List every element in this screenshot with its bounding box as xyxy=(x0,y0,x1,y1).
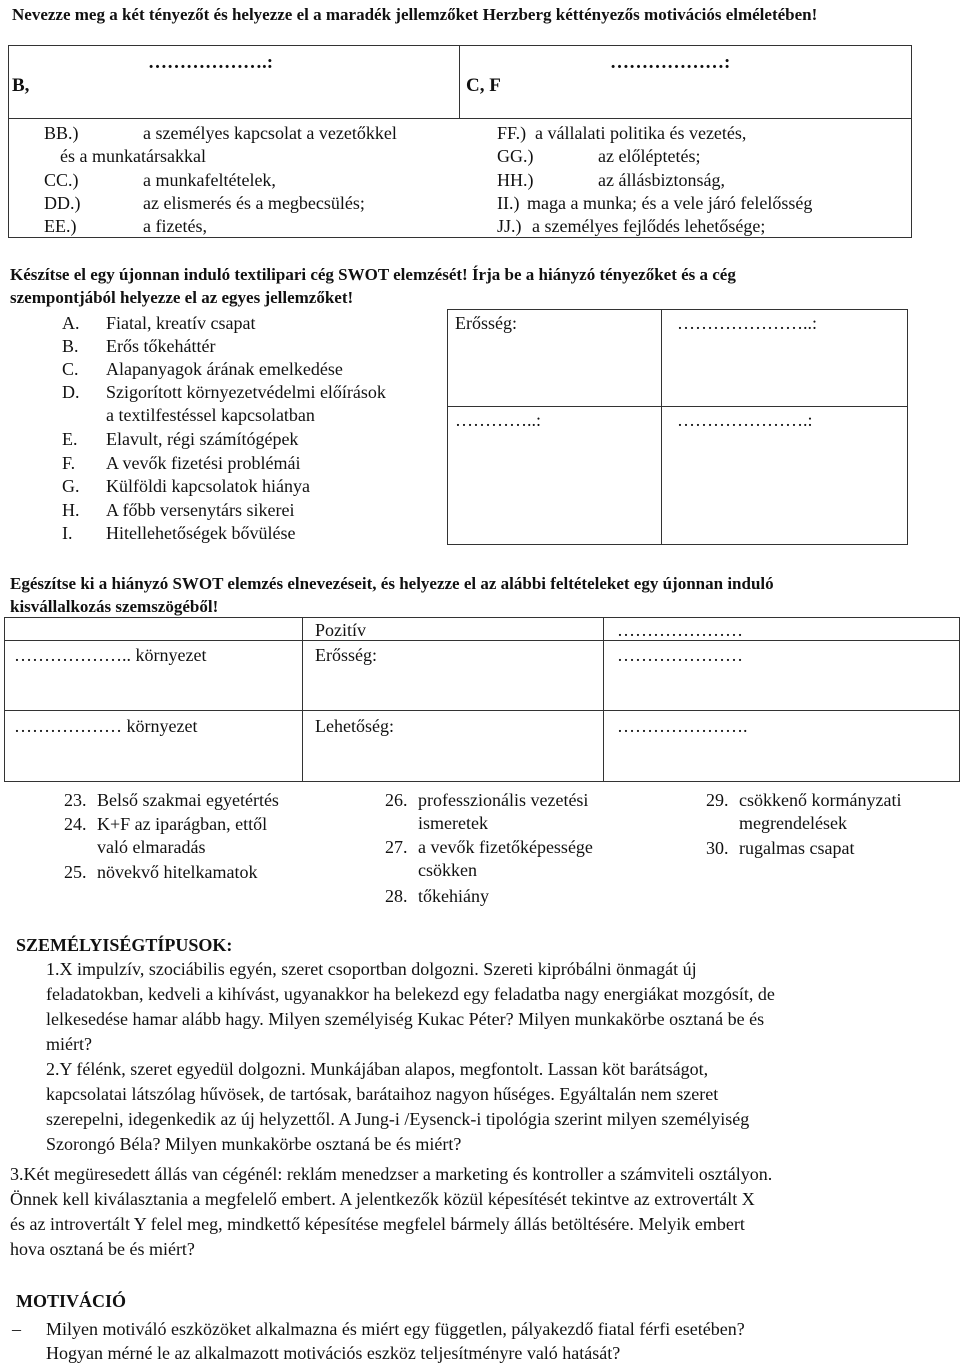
list-item-text-cont: ismeretek xyxy=(418,813,488,833)
herzberg-right-blank: ………………: xyxy=(610,52,731,73)
q3-title-line2: kisvállalkozás szemszögéből! xyxy=(10,597,219,616)
personality-p1-line: lelkesedése hamar alább hagy. Milyen személyiség Kukac Péter? Milyen munkakörbe osztaná be és xyxy=(46,1009,765,1029)
herzberg-right-code: JJ.) xyxy=(497,216,522,236)
swot-strength-label: Erősség: xyxy=(455,313,517,333)
swot-item-text: Erős tőkeháttér xyxy=(106,336,216,356)
herzberg-row-divider xyxy=(8,118,912,119)
personality-p2-line: 2.Y félénk, szeret egyedül dolgozni. Munkájában alapos, megfontolt. Lassan köt barátságot, xyxy=(46,1059,709,1079)
personality-p1-line: miért? xyxy=(46,1034,92,1054)
list-item-text: rugalmas csapat xyxy=(739,838,855,858)
personality-p3-line: és az introvertált Y felel meg, mindkettő képesítése megfelel bármely állás betöltésére. Melyik embert xyxy=(10,1214,745,1234)
herzberg-right-code: II.) xyxy=(497,193,520,213)
swot-grid-vdivider-2 xyxy=(603,617,604,782)
list-item-number: 23. xyxy=(64,790,87,810)
swot-item-text: A főbb versenytárs sikerei xyxy=(106,500,295,520)
swot-item-text: A vevők fizetési problémái xyxy=(106,453,301,473)
swot-item-text: Hitellehetőségek bővülése xyxy=(106,523,296,543)
list-item-text: tőkehiány xyxy=(418,886,489,906)
personality-p3-line: Önnek kell kiválasztania a megfelelő embert. A jelentkezők közül képesítését tekintve az extrovertált X xyxy=(10,1189,755,1209)
herzberg-right-text: az állásbiztonság, xyxy=(598,170,725,190)
swot-item-letter: G. xyxy=(62,476,80,496)
q2-title-line2: szempontjából helyezze el az egyes jellemzőket! xyxy=(10,288,354,307)
swot-blank-row2-right: …………………. xyxy=(617,716,748,736)
swot-item-letter: B. xyxy=(62,336,79,356)
list-item-text: Belső szakmai egyetértés xyxy=(97,790,279,810)
swot-item-text: Elavult, régi számítógépek xyxy=(106,429,299,449)
swot-item-letter: D. xyxy=(62,382,80,402)
swot-item-letter: F. xyxy=(62,453,76,473)
herzberg-left-text: a személyes kapcsolat a vezetőkkel xyxy=(143,123,397,143)
herzberg-left-blank: ……………….: xyxy=(148,52,274,73)
swot-item-letter: I. xyxy=(62,523,73,543)
motivation-heading: MOTIVÁCIÓ xyxy=(16,1291,127,1311)
swot-grid xyxy=(4,617,960,782)
swot-item-text: Alapanyagok árának emelkedése xyxy=(106,359,343,379)
swot-item-letter: A. xyxy=(62,313,80,333)
swot-item-text: Külföldi kapcsolatok hiánya xyxy=(106,476,310,496)
personality-heading: SZEMÉLYISÉGTÍPUSOK: xyxy=(16,935,233,955)
swot-item-letter: C. xyxy=(62,359,79,379)
list-item-number: 25. xyxy=(64,862,87,882)
swot-positive-label: Pozitív xyxy=(315,620,367,640)
swot-item-text: Szigorított környezetvédelmi előírások xyxy=(106,382,386,402)
herzberg-right-text: az előléptetés; xyxy=(598,146,701,166)
swot-matrix-vdivider xyxy=(661,309,662,545)
list-item-text-cont: való elmaradás xyxy=(97,837,206,857)
list-item-text-cont: megrendelések xyxy=(739,813,847,833)
herzberg-right-code: HH.) xyxy=(497,170,534,190)
swot-item-text: Fiatal, kreatív csapat xyxy=(106,313,256,333)
list-item-number: 26. xyxy=(385,790,408,810)
list-item-number: 27. xyxy=(385,837,408,857)
motivation-line2: Hogyan mérné le az alkalmazott motivációs eszköz teljesítményre való hatását? xyxy=(46,1343,621,1363)
herzberg-right-text: maga a munka; és a vele járó felelősség xyxy=(527,193,813,213)
swot-item-letter: H. xyxy=(62,500,80,520)
motivation-bullet: – xyxy=(12,1319,21,1339)
list-item-number: 30. xyxy=(706,838,729,858)
herzberg-left-code: EE.) xyxy=(44,216,77,236)
personality-p2-line: szerepelni, idegenkedik az új helyzettől. A Jung-i /Eysenck-i tipológia szerint milyen személyiség xyxy=(46,1109,750,1129)
swot-item-text-cont: a textilfestéssel kapcsolatban xyxy=(106,405,315,425)
list-item-text-cont: csökken xyxy=(418,860,477,880)
herzberg-left-text: az elismerés és a megbecsülés; xyxy=(143,193,365,213)
herzberg-left-letters: B, xyxy=(12,75,30,96)
herzberg-left-code: BB.) xyxy=(44,123,79,143)
q2-title-line1: Készítse el egy újonnan induló textilipari cég SWOT elemzését! Írja be a hiányzó tényezőket és a cég xyxy=(10,265,736,284)
list-item-number: 29. xyxy=(706,790,729,810)
herzberg-right-letters: C, F xyxy=(466,75,501,96)
list-item-number: 24. xyxy=(64,814,87,834)
list-item-text: növekvő hitelkamatok xyxy=(97,862,258,882)
swot-strength-label: Erősség: xyxy=(315,645,377,665)
herzberg-right-code: GG.) xyxy=(497,146,534,166)
herzberg-left-text: a munkafeltételek, xyxy=(143,170,276,190)
herzberg-left-text-cont: és a munkatársakkal xyxy=(60,146,206,166)
swot-item-letter: E. xyxy=(62,429,78,449)
herzberg-right-text: a személyes fejlődés lehetősége; xyxy=(532,216,766,236)
q3-title-line1: Egészítse ki a hiányzó SWOT elemzés elnevezéseit, és helyezze el az alábbi feltételeket egy újonnan induló xyxy=(10,574,774,593)
swot-blank-bottom-right: ………………….: xyxy=(677,410,813,430)
herzberg-left-code: CC.) xyxy=(44,170,79,190)
list-item-text: professzionális vezetési xyxy=(418,790,589,810)
personality-p2-line: kapcsolatai látszólag hűvösek, de tartósak, barátaihoz nagyon hűséges. Egyáltalán nem szeret xyxy=(46,1084,719,1104)
personality-p1-line: feladatokban, kedveli a kihívást, ugyanakkor ha belekezd egy feladatba nagy energiákat mozgósít, de xyxy=(46,984,775,1004)
swot-blank-bottom-left: …………..: xyxy=(455,410,542,430)
swot-opportunity-label: Lehetőség: xyxy=(315,716,394,736)
personality-p3-line: hova osztaná be és miért? xyxy=(10,1239,195,1259)
q1-title: Nevezze meg a két tényezőt és helyezze el a maradék jellemzőket Herzberg kéttényezős motivációs elméletében! xyxy=(12,5,818,24)
herzberg-right-code: FF.) xyxy=(497,123,527,143)
list-item-text: csökkenő kormányzati xyxy=(739,790,902,810)
swot-grid-vdivider-1 xyxy=(302,617,303,782)
herzberg-left-text: a fizetés, xyxy=(143,216,207,236)
herzberg-left-code: DD.) xyxy=(44,193,81,213)
personality-p1-line: 1.X impulzív, szociábilis egyén, szeret csoportban dolgozni. Szereti kipróbálni önmagát új xyxy=(46,959,697,979)
list-item-number: 28. xyxy=(385,886,408,906)
swot-blank-row1-right: ………………… xyxy=(617,645,743,665)
personality-p3-line: 3.Két megüresedett állás van cégénél: reklám menedzser a marketing és kontroller a számviteli osztályon. xyxy=(10,1164,773,1184)
swot-grid-hdivider-2 xyxy=(4,710,960,711)
list-item-text: a vevők fizetőképessége xyxy=(418,837,593,857)
motivation-line1: Milyen motiváló eszközöket alkalmazna és miért egy független, pályakezdő fiatal férfi esetében? xyxy=(46,1319,745,1339)
swot-blank-top-right: …………………..: xyxy=(677,313,818,333)
swot-env-row2: ……………… környezet xyxy=(14,716,198,736)
swot-env-row1: ……………….. környezet xyxy=(14,645,207,665)
swot-grid-hdivider-1 xyxy=(4,640,960,641)
list-item-text: K+F az iparágban, ettől xyxy=(97,814,268,834)
swot-matrix-hdivider xyxy=(447,406,908,407)
herzberg-right-text: a vállalati politika és vezetés, xyxy=(535,123,747,143)
swot-blank-top-right: ………………… xyxy=(617,620,743,640)
herzberg-divider xyxy=(459,45,460,119)
personality-p2-line: Szorongó Béla? Milyen munkakörbe osztaná be és miért? xyxy=(46,1134,462,1154)
